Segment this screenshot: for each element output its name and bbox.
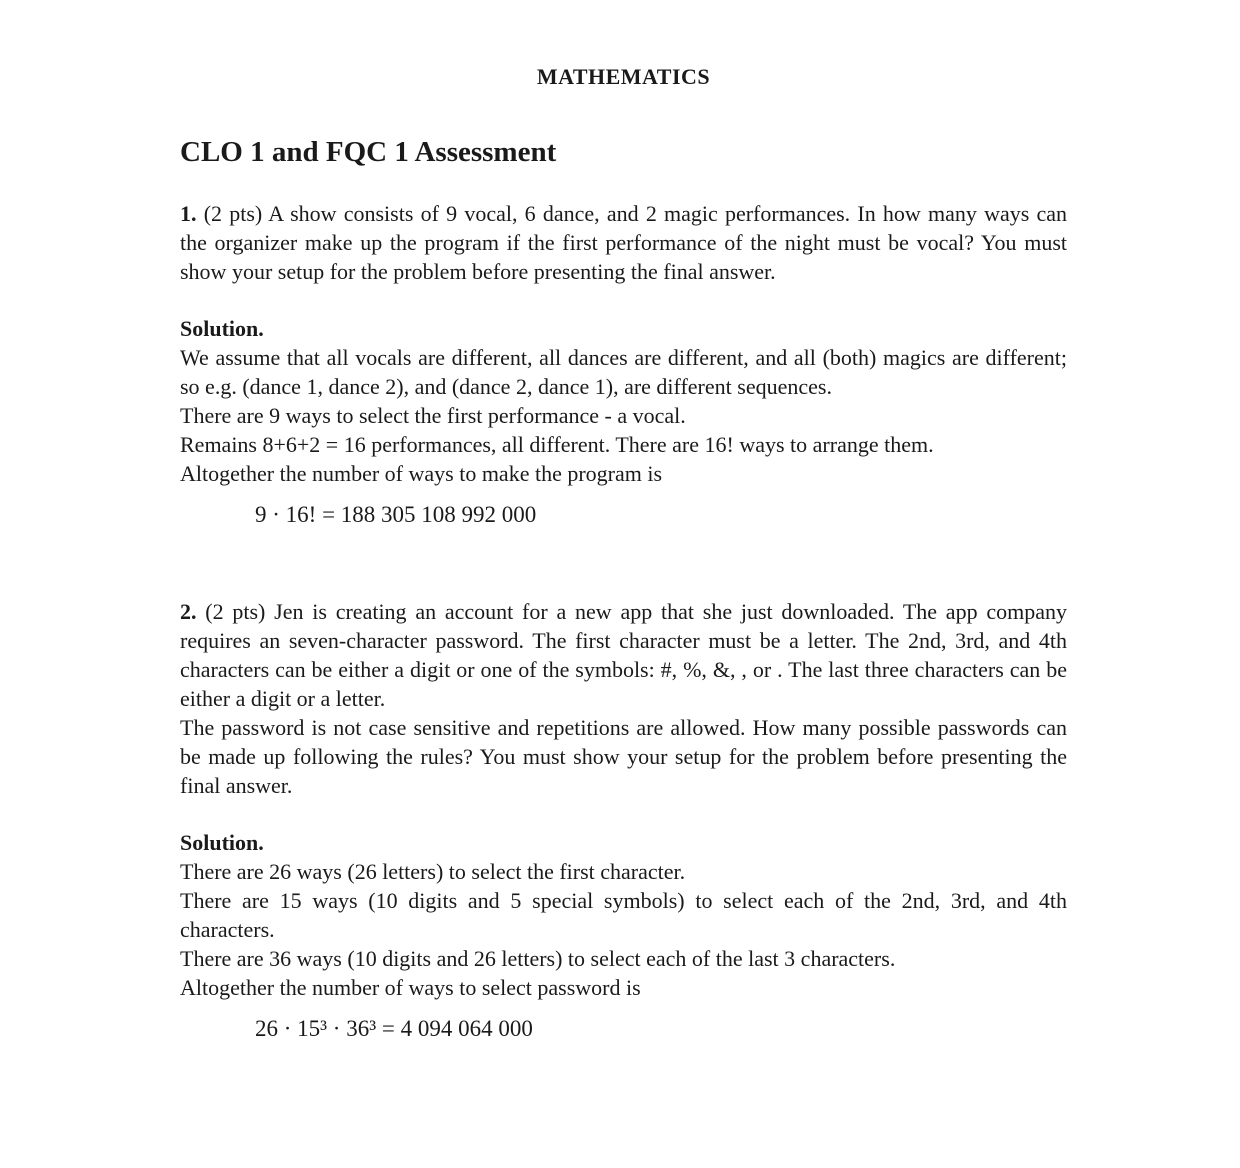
document-content [180, 0, 1067, 1043]
problem-2-statement [180, 597, 1067, 713]
problem-1-number: 1. [180, 201, 197, 226]
problem-1-solution-label: Solution. [180, 316, 264, 341]
problem-2-statement-continued: The password is not case sensitive and repetitions are allowed. How many possible passwords can be made up following the rules? You must show your setup for the problem before presenting the final answer. [180, 715, 1067, 798]
problem-2-number: 2. [180, 599, 197, 624]
problem-2-statement-text: (2 pts) Jen is creating an account for a new app that she just downloaded. The app company requires an seven-character password. The first character must be a letter. The 2nd, 3rd, and 4th characters can be either a digit or one of the symbols: #, %, &, , or . The last three characters can be either a digit or a letter. [180, 599, 1067, 711]
section-heading: CLO 1 and FQC 1 Assessment [180, 136, 557, 168]
problem-2-equation: 26 · 15³ · 36³ = 4 094 064 000 [255, 1016, 533, 1041]
problem-2-solution-label: Solution. [180, 830, 264, 855]
problem-2-solution-line: There are 36 ways (10 digits and 26 letters) to select each of the last 3 characters. [180, 946, 896, 971]
problem-2-solution-line: Altogether the number of ways to select password is [180, 975, 641, 1000]
problem-1-statement-text: (2 pts) A show consists of 9 vocal, 6 dance, and 2 magic performances. In how many ways can the organizer make up the program if the first performance of the night must be vocal? You must show your setup for the problem before presenting the final answer. [180, 201, 1068, 284]
problem-1-solution-line: There are 9 ways to select the first performance - a vocal. [180, 403, 686, 428]
problem-1-solution-line: We assume that all vocals are different, all dances are different, and all (both) magics are different; so e.g. (dance 1, dance 2), and (dance 2, dance 1), are different sequences. [180, 345, 1067, 399]
problem-2-solution-line: There are 15 ways (10 digits and 5 special symbols) to select each of the 2nd, 3rd, and 4th characters. [180, 888, 1067, 942]
problem-1-equation: 9 · 16! = 188 305 108 992 000 [255, 502, 537, 527]
problem-1-solution-line: Remains 8+6+2 = 16 performances, all different. There are 16! ways to arrange them. [180, 432, 934, 457]
problem-1-statement [180, 199, 1067, 286]
problem-1-solution-line: Altogether the number of ways to make the program is [180, 461, 663, 486]
document-title: MATHEMATICS [536, 64, 711, 89]
problem-2-solution-line: There are 26 ways (26 letters) to select the first character. [180, 859, 686, 884]
